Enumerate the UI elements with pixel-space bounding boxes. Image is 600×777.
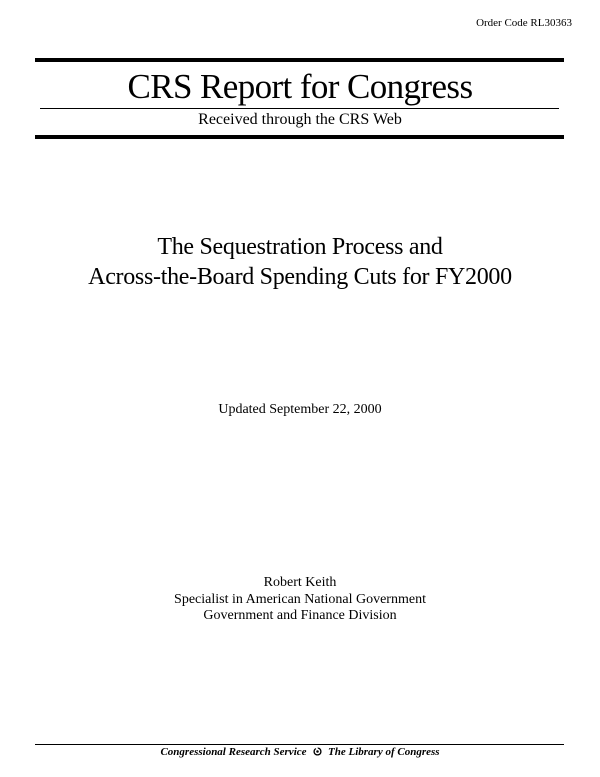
- header-bottom-rule: [35, 135, 564, 139]
- document-title-line-1: The Sequestration Process and: [157, 234, 443, 260]
- updated-date: Updated September 22, 2000: [218, 402, 382, 417]
- header-top-rule: [35, 58, 564, 62]
- header-mid-rule: [40, 108, 559, 109]
- page-footer: [0, 745, 600, 759]
- document-title: [0, 232, 600, 292]
- report-header-title: CRS Report for Congress: [127, 67, 473, 106]
- report-header-subtitle: Received through the CRS Web: [198, 111, 402, 128]
- author-position: Specialist in American National Government: [174, 591, 426, 607]
- document-title-line-2: Across-the-Board Spending Cuts for FY2000: [88, 264, 512, 290]
- order-code: Order Code RL30363: [476, 17, 572, 29]
- footer-right-text: The Library of Congress: [328, 746, 440, 758]
- footer-left-text: Congressional Research Service: [160, 746, 307, 758]
- fleuron-icon: [313, 747, 322, 756]
- author-block: [0, 575, 600, 625]
- author-name: Robert Keith: [263, 575, 337, 590]
- author-division: Government and Finance Division: [203, 608, 397, 623]
